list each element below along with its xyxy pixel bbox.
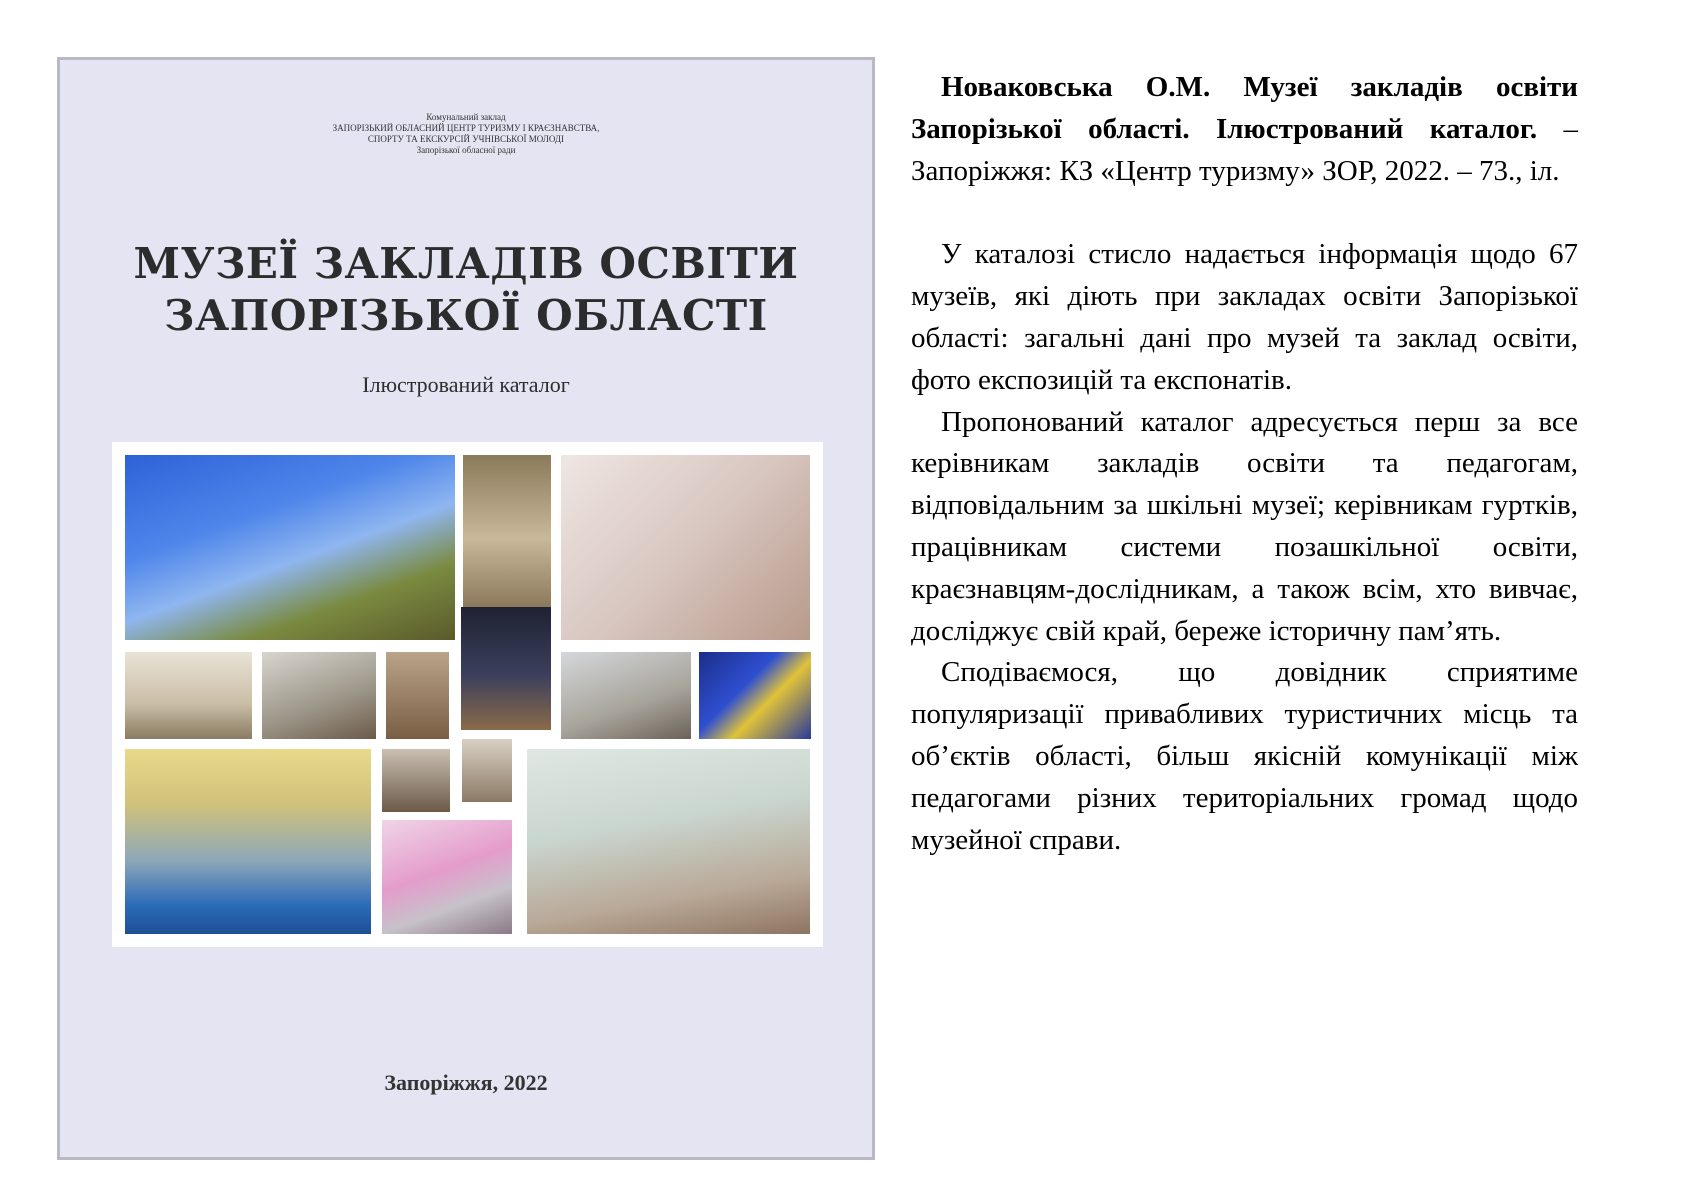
museum-photo [462, 739, 512, 802]
museum-photo [382, 749, 450, 812]
cover-publisher [60, 112, 872, 156]
museum-photo [561, 455, 810, 640]
paragraph-2: Пропонований каталог адресується перш за все керівникам закладів освіти та педагогам, відповідальним за шкільні музеї; керівникам гуртків, працівникам системи позашкільної освіти, краєзнавцям-дослідникам, а також всім, хто вивчає, досліджує свій край, береже історичну пам’ять. [911, 405, 1578, 647]
museum-photo [461, 607, 551, 730]
museum-photo [125, 749, 371, 934]
museum-photo [125, 652, 252, 739]
paragraph-3: Сподіваємося, що довідник сприятиме популяризації привабливих туристичних місць та об’єктів області, більш якісній комунікації між педагогами різних територіальних громад щодо музейної справи. [911, 656, 1578, 856]
catalog-cover [57, 57, 875, 1160]
cover-subtitle: Ілюстрований каталог [362, 372, 570, 397]
citation-bold: Новаковська О.М. Музеї закладів освіти Запорізької області. Ілюстрований каталог. [911, 71, 1578, 145]
cover-footer: Запоріжжя, 2022 [384, 1070, 548, 1095]
museum-photo [262, 652, 376, 739]
cover-title [60, 238, 872, 342]
catalog-description [911, 67, 1578, 861]
museum-photo [699, 652, 811, 739]
museum-photo [382, 820, 512, 934]
museum-photo [561, 652, 691, 739]
cover-title-line1: МУЗЕЇ ЗАКЛАДІВ ОСВІТИ [133, 239, 799, 288]
photo-collage [112, 442, 823, 947]
publisher-line: Запорізької обласної ради [416, 145, 516, 155]
paragraph-1: У каталозі стисло надається інформація щодо 67 музеїв, які діють при закладах освіти Запорізької області: загальні дані про музей та заклад освіти, фото експозицій та експонатів. [911, 238, 1578, 396]
publisher-line: ЗАПОРІЗЬКИЙ ОБЛАСНИЙ ЦЕНТР ТУРИЗМУ І КРАЄЗНАВСТВА, [332, 123, 600, 133]
citation-rest: – Запоріжжя: КЗ «Центр туризму» ЗОР, 2022. – 73., іл. [911, 112, 1579, 187]
museum-photo [125, 455, 455, 640]
citation [911, 67, 1578, 192]
spacer [911, 192, 1578, 234]
museum-photo [386, 652, 449, 739]
museum-photo [527, 749, 810, 934]
cover-title-line2: ЗАПОРІЗЬКОЇ ОБЛАСТІ [164, 291, 768, 340]
publisher-line: СПОРТУ ТА ЕКСКУРСІЙ УЧНІВСЬКОЇ МОЛОДІ [367, 134, 565, 144]
publisher-line: Комунальний заклад [426, 112, 506, 122]
